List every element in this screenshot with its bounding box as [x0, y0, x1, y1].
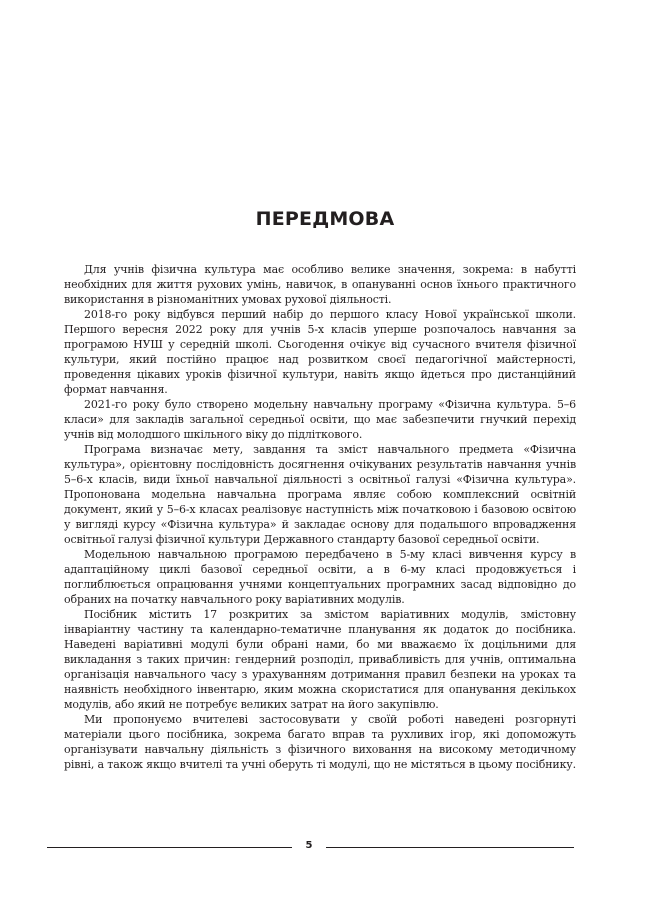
footer-rule-right [326, 847, 574, 848]
paragraph-3: 2021-го року було створено модельну навчальну програму «Фізична культура. 5–6 класи» для закладів загальної середньої освіти, що має забезпечити гнучкий перехід учнів від молодшого шкільного віку до підліткового. [64, 398, 576, 441]
paragraph-4: Програма визначає мету, завдання та зміст навчального предмета «Фізична культура», орієнтовну послідовність досягнення очікуваних результатів навчання учнів 5–6-х класів, види їхньої навчальної діяльності з освітньої галузі «Фізична культура». Пропонована модельна навчальна програма являє собою комплексний освітній документ, який у 5–6-х класах реалізовує наступність між початковою і базовою освітою у вигляді курсу «Фізична культура» й закладає основу для подальшого впровадження освітньої галузі фізичної культури Державного стандарту базової середньої освіти. [64, 443, 576, 546]
paragraph-6: Посібник містить 17 розкритих за змістом варіативних модулів, змістовну інваріантну частину та календарно-тематичне планування як додаток до посібника. Наведені варіативні модулі були обрані нами, бо ми вважаємо їх доцільними для викладання з таких причин: гендерний розподіл, привабливість для учнів, оптимальна організація навчального часу з урахуванням дотримання правил безпеки на уроках та наявність необхідного інвентарю, яким можна скористатися для опанування декількох модулів, або який не потребує великих затрат на його закупівлю. [64, 608, 576, 711]
footer-rule-left [47, 847, 292, 848]
page-title: ПЕРЕДМОВА [255, 208, 395, 230]
paragraph-1: Для учнів фізична культура має особливо велике значення, зокрема: в набутті необхідних для життя рухових умінь, навичок, в опануванні основ їхнього практичного використання в різноманітних умовах рухової діяльності. [64, 263, 576, 306]
paragraph-7: Ми пропонуємо вчителеві застосовувати у своїй роботі наведені розгорнуті матеріали цього посібника, зокрема багато вправ та рухливих ігор, які допоможуть організувати навчальну діяльність з фізичного виховання на високому методичному рівні, а також якщо вчителі та учні оберуть ті модулі, що не містяться в цьому посібнику. [64, 713, 576, 771]
paragraph-2: 2018-го року відбувся перший набір до першого класу Нової української школи. Першого вересня 2022 року для учнів 5-х класів уперше розпочалось навчання за програмою НУШ у середній школі. Сьогодення очікує від сучасного вчителя фізичної культури, який постійно працює над розвитком своєї педагогічної майстерності, проведення цікавих уроків фізичної культури, навіть якщо йдеться про дистанційний формат навчання. [64, 308, 576, 396]
preface-body [64, 262, 576, 772]
page-number: 5 [305, 840, 313, 851]
paragraph-5: Модельною навчальною програмою передбачено в 5-му класі вивчення курсу в адаптаційному циклі базової середньої освіти, а в 6-му класі продовжується і поглиблюється опрацювання учнями концептуальних програмних засад відповідно до обраних на початку навчального року варіативних модулів. [64, 548, 576, 606]
